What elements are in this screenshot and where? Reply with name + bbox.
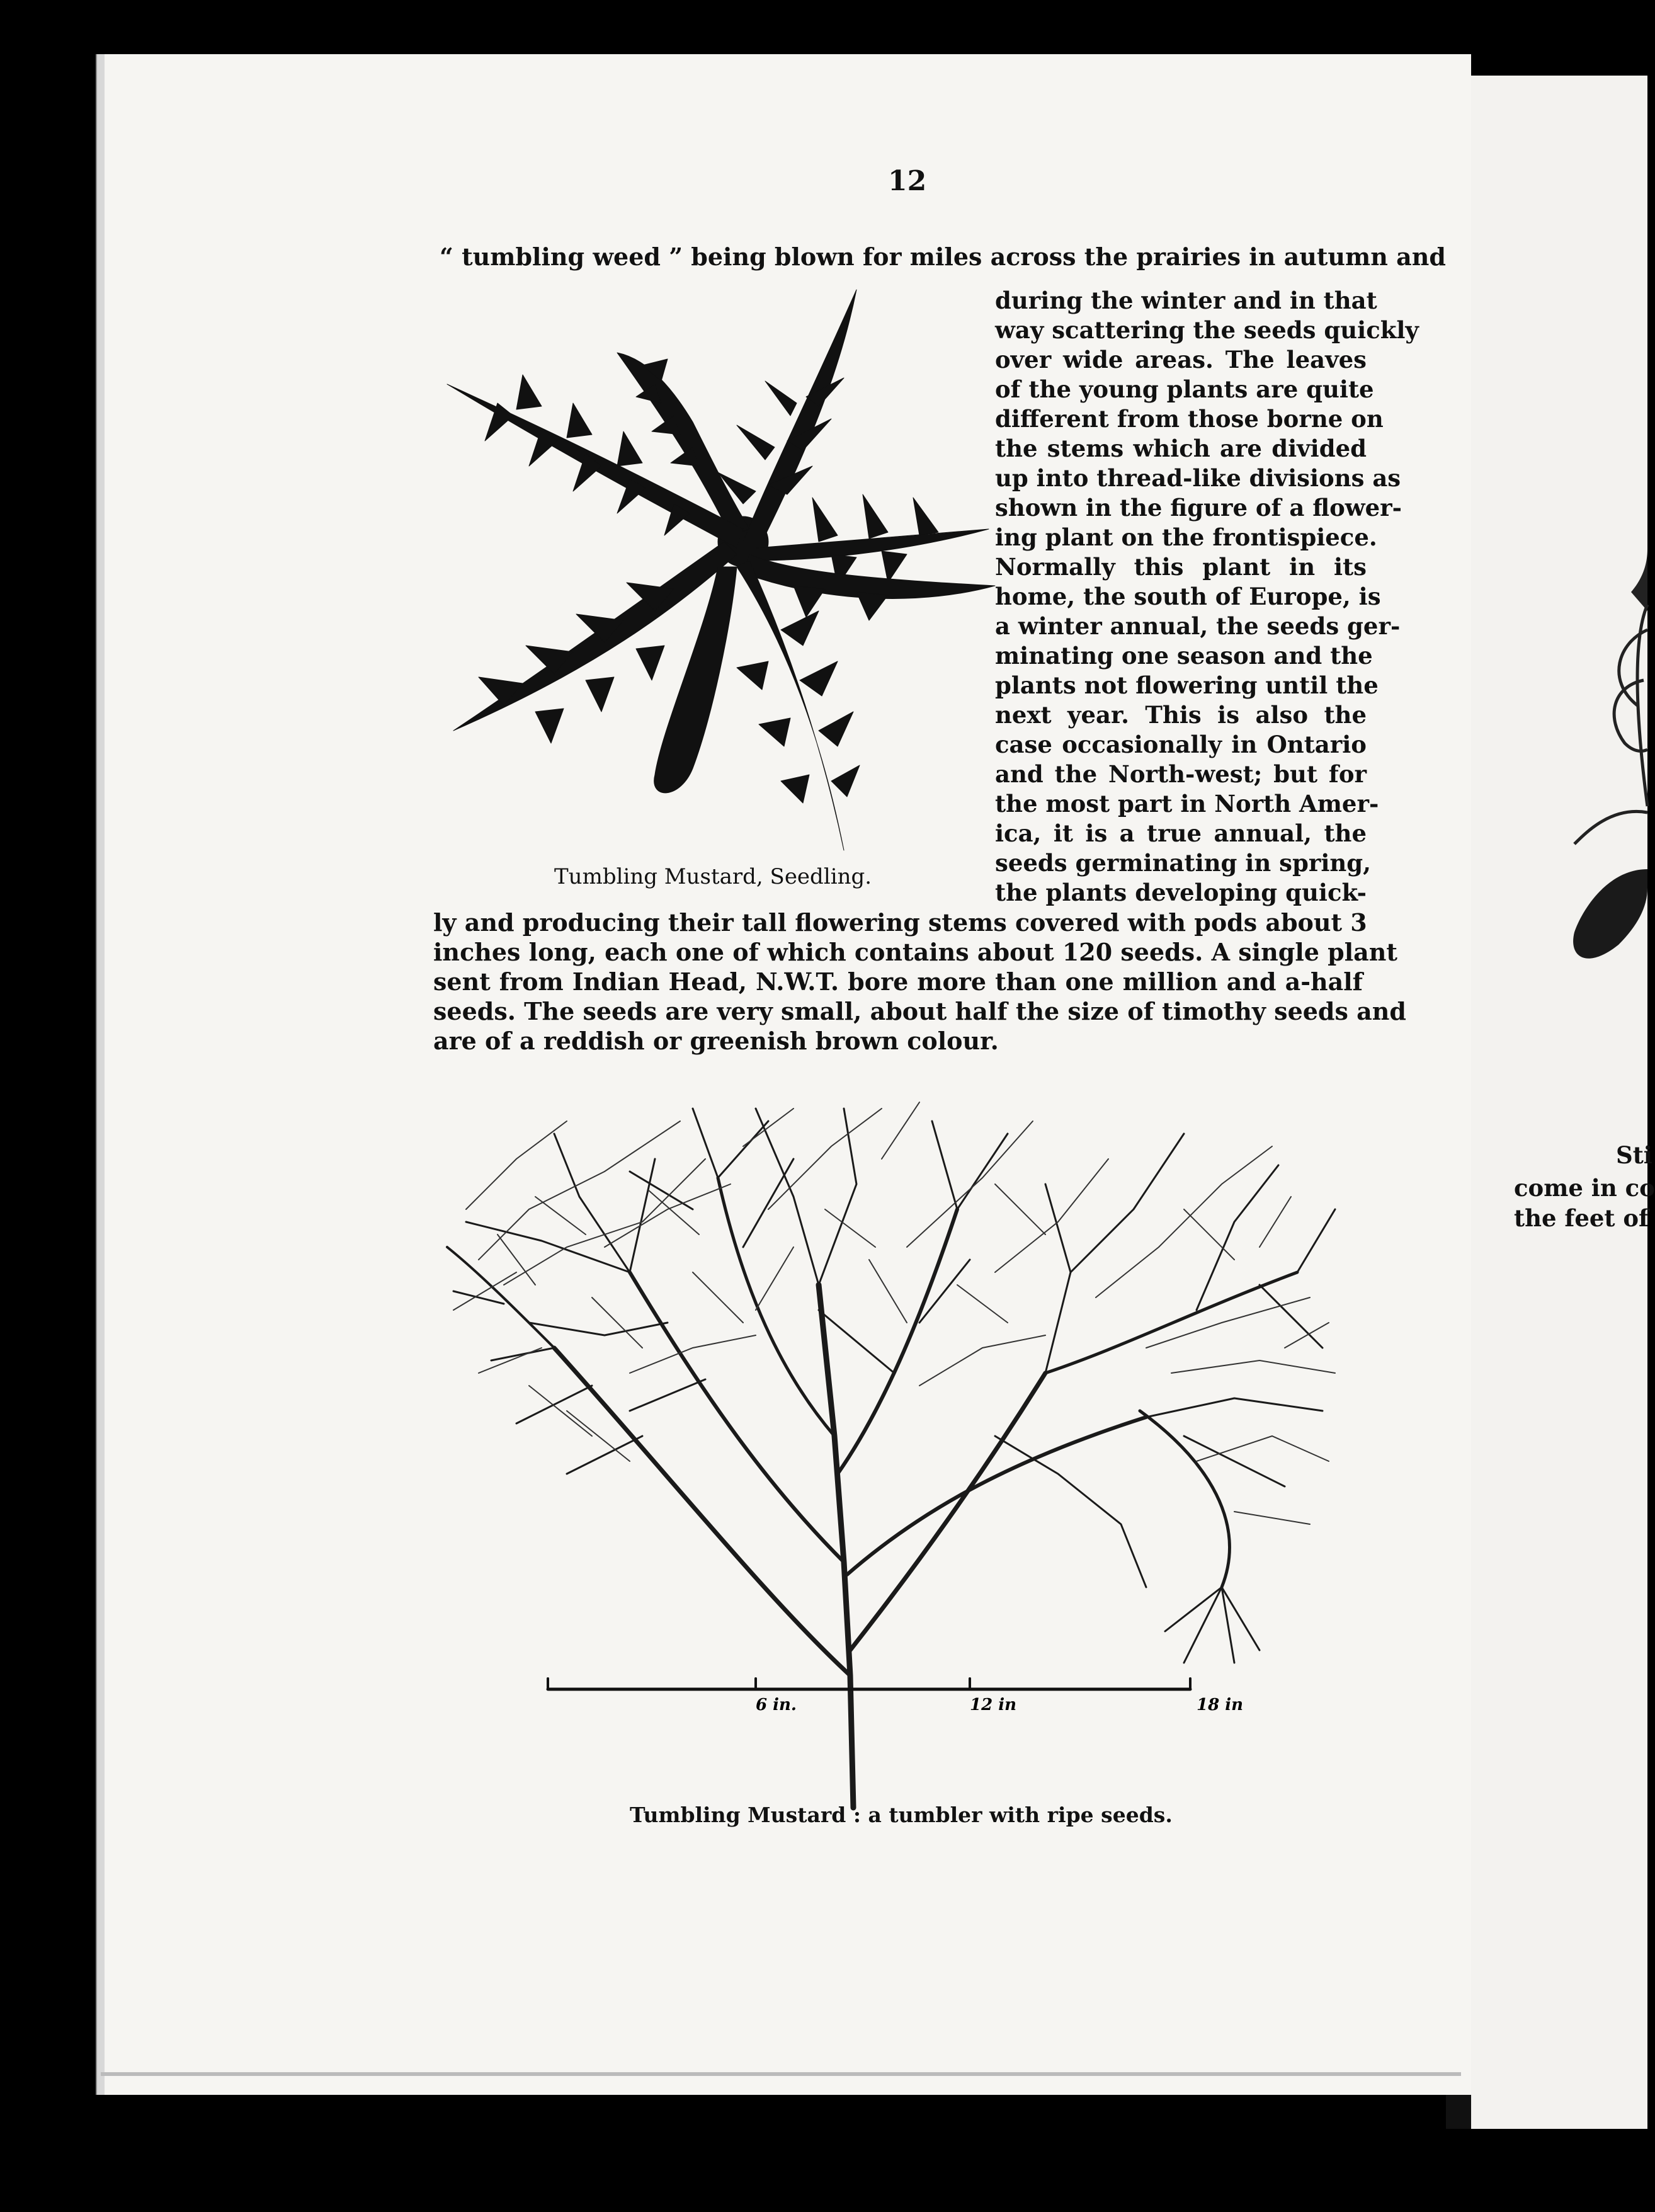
- page-bottom-edge: [101, 2072, 1461, 2076]
- text-line: plants not flowering until the: [995, 671, 1379, 699]
- facing-text-line: Sti: [1616, 1141, 1652, 1169]
- text-line: “ tumbling weed ” being blown for miles across the prairies in autumn and: [440, 242, 1446, 271]
- text-line: next year. This is also the: [995, 701, 1367, 729]
- tumbler-caption: Tumbling Mustard : a tumbler with ripe seeds.: [630, 1803, 1173, 1827]
- scale-label-18in: 18 in: [1197, 1696, 1244, 1714]
- text-line: up into thread-like divisions as: [995, 464, 1401, 492]
- facing-page: [1471, 76, 1647, 2129]
- text-line: minating one season and the: [995, 642, 1373, 670]
- text-line: way scattering the seeds quickly: [995, 316, 1419, 344]
- text-line: over wide areas. The leaves: [995, 346, 1367, 373]
- text-line: of the young plants are quite: [995, 375, 1374, 403]
- text-line: Normally this plant in its: [995, 553, 1367, 581]
- page-number: 12: [888, 165, 927, 197]
- text-line: different from those borne on: [995, 405, 1384, 433]
- text-line: and the North-west; but for: [995, 760, 1367, 788]
- page-edge: [96, 54, 97, 2095]
- text-line: ing plant on the frontispiece.: [995, 523, 1377, 551]
- text-line: ly and producing their tall flowering stems covered with pods about 3: [433, 908, 1367, 937]
- seedling-illustration: [441, 277, 995, 863]
- facing-text-line: the feet of: [1514, 1204, 1649, 1232]
- scale-label-6in: 6 in.: [756, 1696, 797, 1714]
- seedling-caption: Tumbling Mustard, Seedling.: [554, 864, 872, 889]
- text-line: the plants developing quick-: [995, 879, 1367, 906]
- text-line: during the winter and in that: [995, 287, 1377, 314]
- text-line: sent from Indian Head, N.W.T. bore more than one million and a-half: [433, 967, 1363, 996]
- text-line: shown in the figure of a flower-: [995, 494, 1402, 522]
- scale-label-12in: 12 in: [970, 1696, 1017, 1714]
- text-line: home, the south of Europe, is: [995, 583, 1381, 610]
- facing-text-line: come in co: [1514, 1174, 1655, 1202]
- text-line: case occasionally in Ontario: [995, 731, 1367, 758]
- text-line: a winter annual, the seeds ger-: [995, 612, 1401, 640]
- text-line: ica, it is a true annual, the: [995, 819, 1367, 847]
- tumbler-illustration: [441, 1083, 1341, 1808]
- text-line: seeds germinating in spring,: [995, 849, 1372, 877]
- facing-page-plant-illustration: [1511, 479, 1647, 1058]
- text-line: are of a reddish or greenish brown colour.: [433, 1027, 999, 1055]
- text-line: inches long, each one of which contains about 120 seeds. A single plant: [433, 938, 1397, 966]
- text-line: the stems which are divided: [995, 435, 1367, 462]
- text-line: seeds. The seeds are very small, about half the size of timothy seeds and: [433, 997, 1406, 1025]
- text-line: the most part in North Amer-: [995, 790, 1379, 818]
